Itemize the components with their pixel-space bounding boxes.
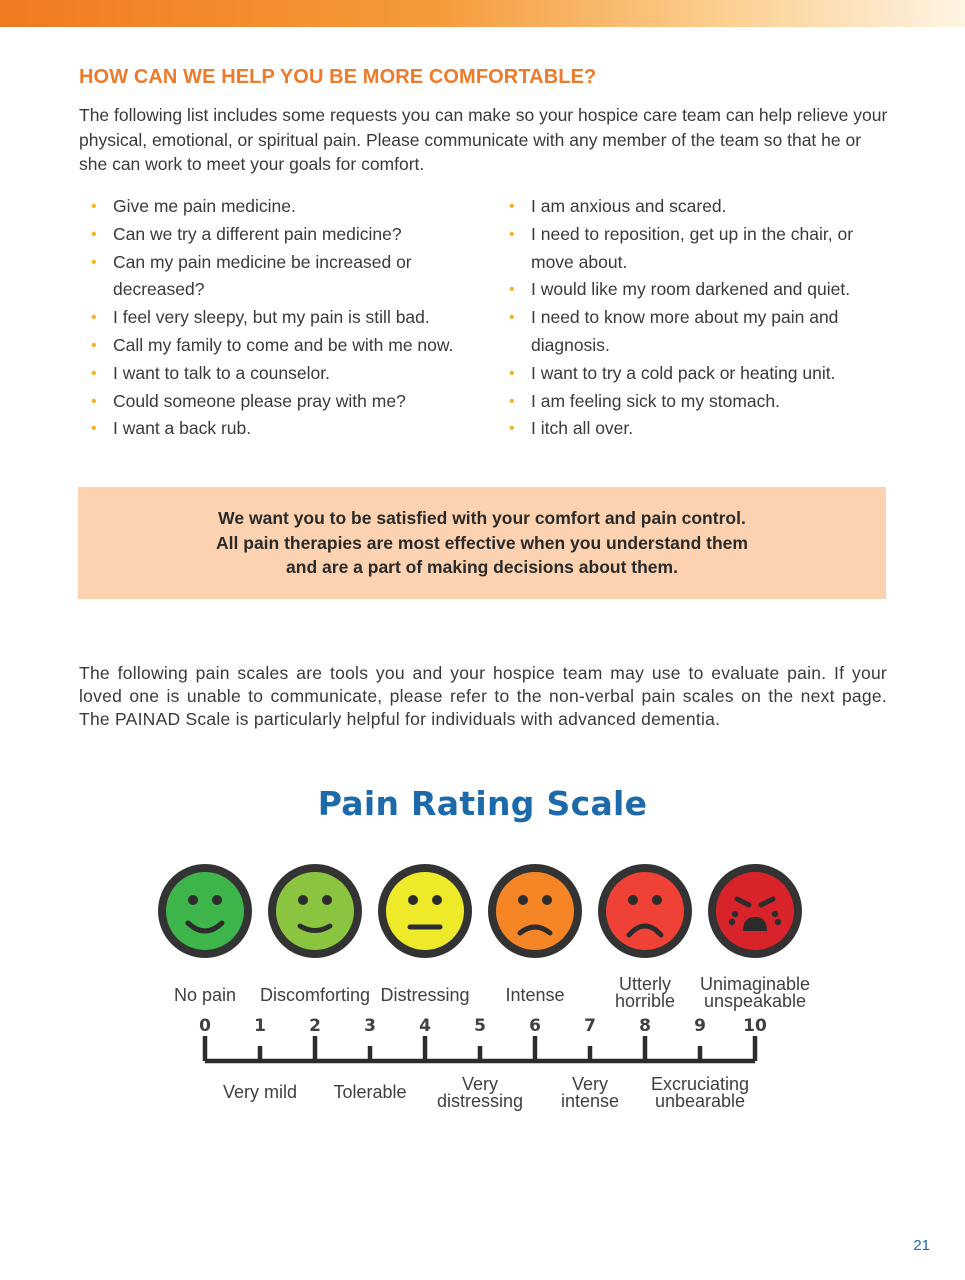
- requests-list-right: [509, 193, 889, 443]
- scale-number: 0: [199, 1016, 211, 1036]
- scale-label: Distressing: [380, 985, 470, 1005]
- face-fill: [276, 872, 354, 950]
- smile-face-icon: [268, 864, 362, 958]
- face-eye: [188, 895, 198, 905]
- scale-label: Very: [571, 1074, 609, 1094]
- request-item: [509, 276, 889, 304]
- request-item: [91, 388, 471, 416]
- scale-number: 9: [694, 1016, 706, 1036]
- request-text: Can we try a different pain medicine?: [113, 223, 402, 244]
- requests-list-left: [91, 193, 471, 443]
- sad-face-icon: [598, 864, 692, 958]
- scale-label: Discomforting: [259, 985, 371, 1005]
- request-item: [91, 304, 471, 332]
- request-text: I would like my room darkened and quiet.: [531, 279, 851, 300]
- bullet-icon: •: [509, 225, 515, 243]
- request-text: Can my pain medicine be increased or decreased?: [113, 251, 412, 300]
- request-item: [509, 221, 889, 277]
- page-number: 21: [913, 1237, 930, 1254]
- bullet-icon: •: [91, 225, 97, 243]
- face-eye: [628, 895, 638, 905]
- request-text: I am anxious and scared.: [531, 196, 727, 216]
- request-text: I want to talk to a counselor.: [113, 362, 330, 383]
- request-item: [91, 360, 471, 388]
- request-item: [509, 360, 889, 388]
- face-eye: [408, 895, 418, 905]
- scale-label: distressing: [436, 1091, 524, 1111]
- face-tear: [772, 911, 778, 917]
- face-eye: [432, 895, 442, 905]
- scale-number: 10: [743, 1016, 767, 1036]
- request-item: [509, 415, 889, 443]
- bullet-icon: •: [91, 392, 97, 410]
- face-tear: [729, 919, 735, 925]
- bullet-icon: •: [91, 309, 97, 327]
- scale-label: Very: [461, 1074, 499, 1094]
- pain-scale-title: Pain Rating Scale: [317, 784, 648, 823]
- section-heading: HOW CAN WE HELP YOU BE MORE COMFORTABLE?: [79, 66, 597, 88]
- scale-number: 3: [364, 1016, 376, 1036]
- scale-label: Unimaginable: [699, 974, 811, 994]
- bullet-icon: •: [509, 364, 515, 382]
- face-eye: [298, 895, 308, 905]
- request-text: I am feeling sick to my stomach.: [531, 390, 780, 411]
- request-text: I want a back rub.: [113, 418, 252, 439]
- request-text: I need to know more about my pain and diagnosis.: [531, 307, 839, 355]
- face-fill: [386, 872, 464, 950]
- pain-scales-intro: The following pain scales are tools you and your hospice team may use to evaluate pain. If your loved one is unable to communicate, please refer to the non-verbal pain scales on the next page. The PAINAD Scale is particularly helpful for individuals with advanced dementia.: [79, 663, 887, 729]
- bullet-icon: •: [509, 309, 515, 327]
- request-item: [91, 332, 471, 360]
- pain-rating-scale: [0, 850, 965, 1120]
- face-eye: [542, 895, 552, 905]
- face-eye: [518, 895, 528, 905]
- bullet-icon: •: [509, 281, 515, 299]
- request-item: [509, 193, 889, 221]
- crying-face-icon: [708, 864, 802, 958]
- callout-text: We want you to be satisfied with your comfort and pain control. All pain therapies are most effective when you understand them and are a part of making decisions about them.: [216, 508, 748, 578]
- scale-number: 2: [309, 1016, 321, 1036]
- bullet-icon: •: [509, 198, 515, 215]
- bullet-icon: •: [509, 392, 515, 410]
- face-fill: [716, 872, 794, 950]
- scale-label: Very mild: [222, 1082, 298, 1102]
- top-gradient-bar: [0, 0, 965, 27]
- scale-label: unspeakable: [703, 991, 807, 1011]
- bullet-icon: •: [91, 336, 97, 354]
- face-fill: [606, 872, 684, 950]
- request-text: Call my family to come and be with me now.: [113, 334, 454, 355]
- face-eye: [322, 895, 332, 905]
- request-text: I need to reposition, get up in the chair, or move about.: [531, 223, 854, 272]
- bullet-icon: •: [91, 253, 97, 271]
- scale-label: Tolerable: [333, 1082, 407, 1102]
- scale-label: Excruciating: [650, 1074, 750, 1094]
- request-text: I itch all over.: [531, 418, 634, 439]
- scale-number: 5: [474, 1016, 486, 1036]
- bullet-icon: •: [91, 364, 97, 382]
- scale-label: Utterly: [618, 974, 672, 994]
- big-smile-face-icon: [158, 864, 252, 958]
- scale-label: Intense: [505, 985, 565, 1005]
- request-item: [91, 221, 471, 249]
- request-text: Give me pain medicine.: [113, 196, 296, 216]
- scale-number: 4: [419, 1016, 431, 1036]
- callout-box: [78, 487, 886, 599]
- request-text: I feel very sleepy, but my pain is still bad.: [113, 307, 430, 328]
- intro-paragraph: The following list includes some requests you can make so your hospice care team can help relieve your physical, emotional, or spiritual pain. Please communicate with any member of the team so that he or she can work to meet your goals for comfort.: [79, 105, 888, 174]
- request-item: [509, 388, 889, 416]
- request-item: [91, 193, 471, 221]
- scale-label: horrible: [614, 991, 676, 1011]
- scale-number: 7: [584, 1016, 596, 1036]
- face-tear: [775, 919, 781, 925]
- face-fill: [496, 872, 574, 950]
- bullet-icon: •: [91, 420, 97, 438]
- scale-label: intense: [560, 1091, 620, 1111]
- face-tear: [732, 911, 738, 917]
- scale-number: 1: [254, 1016, 266, 1036]
- request-item: [91, 415, 471, 443]
- scale-number: 8: [639, 1016, 651, 1036]
- face-eye: [652, 895, 662, 905]
- scale-label: No pain: [173, 985, 237, 1005]
- face-fill: [166, 872, 244, 950]
- face-eye: [212, 895, 222, 905]
- frown-face-icon: [488, 864, 582, 958]
- request-text: I want to try a cold pack or heating unit.: [531, 362, 836, 383]
- bullet-icon: •: [91, 198, 97, 215]
- neutral-face-icon: [378, 864, 472, 958]
- request-item: [509, 304, 889, 360]
- scale-label: unbearable: [654, 1091, 746, 1111]
- request-item: [91, 249, 471, 305]
- bullet-icon: •: [509, 420, 515, 438]
- request-text: Could someone please pray with me?: [113, 390, 406, 411]
- scale-number: 6: [529, 1016, 541, 1036]
